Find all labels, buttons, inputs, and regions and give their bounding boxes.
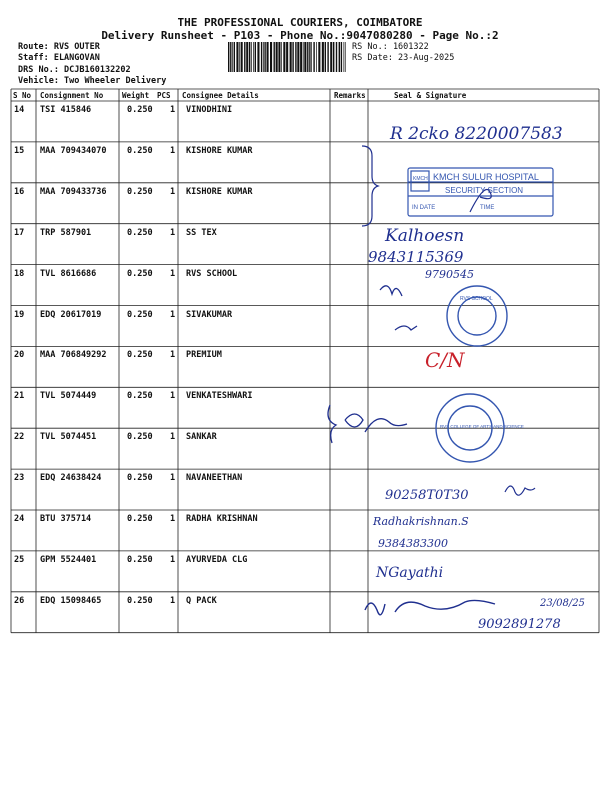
row-pcs: 1: [170, 186, 176, 197]
handwritten-name-row24: Radhakrishnan.S: [373, 515, 469, 528]
row-sno: 21: [14, 391, 25, 402]
row-weight: 0.250: [127, 595, 153, 606]
col-header-sno: S No: [13, 91, 32, 100]
row-weight: 0.250: [127, 186, 153, 197]
row-sno: 26: [14, 595, 25, 606]
row-sno: 25: [14, 554, 25, 565]
kmch-stamp-date: IN DATE: [412, 205, 436, 211]
row-pcs: 1: [170, 227, 176, 238]
signature-scribble-row19: [395, 326, 417, 330]
row-consignee: AYURVEDA CLG: [186, 554, 248, 565]
round-stamp-rvs-school: [447, 286, 507, 346]
row-sno: 20: [14, 350, 25, 361]
row-consignment-no: MAA 709433736: [40, 186, 107, 197]
row-sno: 17: [14, 227, 25, 238]
vehicle-label: Vehicle: Two Wheeler Delivery: [18, 76, 167, 86]
row-sno: 19: [14, 309, 25, 320]
signature-scribble-row21-22: [328, 405, 407, 443]
handwritten-date-row26: 23/08/25: [540, 598, 585, 609]
row-consignment-no: GPM 5524401: [40, 554, 97, 565]
runsheet-subtitle: Delivery Runsheet - P103 - Phone No.:9047080280 - Page No.:2: [101, 29, 499, 42]
row-pcs: 1: [170, 432, 176, 443]
row-consignee: KISHORE KUMAR: [186, 186, 253, 197]
row-pcs: 1: [170, 554, 176, 565]
signature-scribble-row26-t: [365, 603, 385, 615]
kmch-logo-text: KMCH: [413, 176, 428, 182]
signature-scribble-row23: [505, 486, 535, 495]
col-header-remarks: Remarks: [334, 91, 366, 100]
row-pcs: 1: [170, 595, 176, 606]
row-consignment-no: MAA 709434070: [40, 145, 107, 156]
col-header-pcs: PCS: [157, 91, 171, 100]
handwritten-phone-row23: 90258T0T30: [385, 488, 469, 503]
row-pcs: 1: [170, 268, 176, 279]
handwritten-name-row17: Kalhoesn: [385, 226, 465, 246]
handwritten-cn-row20: C/N: [425, 348, 465, 372]
row-consignment-no: TSI 415846: [40, 105, 92, 115]
row-pcs: 1: [170, 350, 176, 361]
row-pcs: 1: [170, 309, 176, 320]
row-consignment-no: EDQ 20617019: [40, 309, 102, 320]
round-stamp-2-text: RVS COLLEGE OF ARTS AND SCIENCE: [440, 424, 524, 429]
company-title: THE PROFESSIONAL COURIERS, COIMBATORE: [177, 16, 423, 29]
handwritten-phone-row24: 9384383300: [378, 537, 448, 550]
rs-date: RS Date: 23-Aug-2025: [352, 53, 455, 63]
row-weight: 0.250: [127, 350, 153, 361]
row-weight: 0.250: [127, 514, 153, 524]
row-weight: 0.250: [127, 227, 153, 238]
row-pcs: 1: [170, 514, 176, 524]
row-sno: 24: [14, 514, 25, 524]
col-header-consignment: Consignment No: [40, 91, 104, 100]
kmch-stamp-title: KMCH SULUR HOSPITAL: [433, 172, 539, 182]
row-consignment-no: EDQ 24638424: [40, 473, 102, 484]
row-weight: 0.250: [127, 391, 153, 402]
row-consignee: Q PACK: [186, 595, 217, 606]
kmch-stamp-time: TIME: [480, 205, 495, 211]
row-pcs: 1: [170, 391, 176, 402]
signature-scribble-row26: [395, 600, 495, 612]
row-consignee: VENKATESHWARI: [186, 391, 253, 402]
row-consignment-no: TVL 8616686: [40, 268, 97, 279]
handwritten-phone-row26: 9092891278: [478, 617, 561, 632]
row-consignment-no: MAA 706849292: [40, 350, 107, 361]
row-sno: 15: [14, 145, 25, 156]
row-consignment-no: EDQ 15098465: [40, 595, 102, 606]
row-sno: 14: [14, 105, 25, 115]
row-weight: 0.250: [127, 432, 153, 443]
rs-number: RS No.: 1601322: [352, 42, 429, 52]
row-consignee: RVS SCHOOL: [186, 268, 238, 279]
col-header-seal: Seal & Signature: [394, 91, 467, 100]
row-weight: 0.250: [127, 309, 153, 320]
row-consignment-no: BTU 375714: [40, 514, 92, 524]
brace-mark: [362, 146, 378, 226]
row-consignment-no: TVL 5074449: [40, 391, 97, 402]
row-weight: 0.250: [127, 145, 153, 156]
row-pcs: 1: [170, 473, 176, 484]
kmch-stamp-section: SECURITY SECTION: [445, 186, 524, 195]
row-consignee: SIVAKUMAR: [186, 309, 233, 320]
col-header-consignee: Consignee Details: [182, 91, 259, 100]
row-sno: 16: [14, 186, 25, 197]
row-consignee: SS TEX: [186, 227, 217, 238]
drs-label: DRS No.: DCJB160132202: [18, 65, 131, 75]
row-consignment-no: TRP 587901: [40, 227, 92, 238]
row-consignment-no: TVL 5074451: [40, 432, 97, 443]
handwritten-phone-row14: R 2cko 8220007583: [390, 124, 563, 144]
row-pcs: 1: [170, 145, 176, 156]
row-pcs: 1: [170, 105, 176, 115]
handwritten-phone-row18: 9790545: [425, 268, 474, 281]
row-weight: 0.250: [127, 473, 153, 484]
row-sno: 22: [14, 432, 25, 443]
handwritten-phone-row17: 9843115369: [368, 248, 464, 266]
row-consignee: KISHORE KUMAR: [186, 145, 253, 156]
round-stamp-1-text: RVS SCHOOL: [460, 296, 493, 302]
row-consignee: SANKAR: [186, 432, 217, 443]
row-consignee: PREMIUM: [186, 350, 222, 361]
staff-label: Staff: ELANGOVAN: [18, 53, 100, 63]
row-sno: 23: [14, 473, 25, 484]
row-weight: 0.250: [127, 268, 153, 279]
row-weight: 0.250: [127, 554, 153, 565]
row-weight: 0.250: [127, 105, 153, 115]
row-consignee: NAVANEETHAN: [186, 473, 243, 484]
handwritten-name-row25: NGayathi: [376, 565, 444, 581]
signature-scribble-row18: [380, 286, 402, 296]
row-consignee: VINODHINI: [186, 105, 233, 115]
row-sno: 18: [14, 268, 25, 279]
col-header-weight: Weight: [122, 91, 150, 100]
route-label: Route: RVS OUTER: [18, 42, 100, 52]
row-consignee: RADHA KRISHNAN: [186, 514, 258, 524]
